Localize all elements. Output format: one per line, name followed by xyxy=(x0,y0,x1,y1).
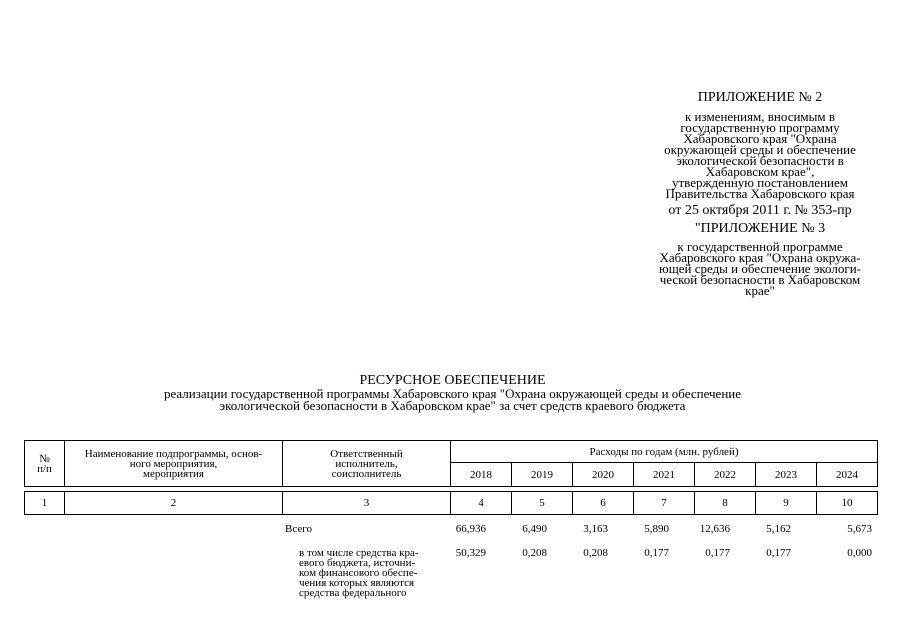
header-num: № п/п xyxy=(25,441,65,487)
column-number: 5 xyxy=(512,492,573,515)
document-subtitle: реализации государственной программы Хабаровского края "Охрана окружающей среды и обеспечение экологической безопасности в Хабаровском крае" за счет средств краевого бюджета xyxy=(163,386,742,413)
row-value: 0,177 xyxy=(705,547,730,559)
header-year: 2023 xyxy=(756,463,817,487)
header-expenses: Расходы по годам (млн. рублей) xyxy=(451,441,878,463)
header-executor: Ответственный исполнитель, соисполнитель xyxy=(283,441,451,487)
row-value: 66,936 xyxy=(455,523,486,535)
column-number: 1 xyxy=(25,492,65,515)
appendix-date: от 25 октября 2011 г. № 353-пр xyxy=(668,203,852,218)
appendix-3-title: "ПРИЛОЖЕНИЕ № 3 xyxy=(694,221,826,236)
column-number: 4 xyxy=(451,492,512,515)
resource-table xyxy=(24,440,878,515)
header-year: 2022 xyxy=(695,463,756,487)
header-year: 2018 xyxy=(451,463,512,487)
row-label: в том числе средства кра- евого бюджета, источни- ком финансового обеспе- чения которых являются средства федерального xyxy=(299,547,419,599)
row-value: 0,208 xyxy=(522,547,547,559)
document-title: РЕСУРСНОЕ ОБЕСПЕЧЕНИЕ xyxy=(359,373,546,388)
column-number: 9 xyxy=(756,492,817,515)
header-year: 2024 xyxy=(817,463,878,487)
header-year: 2020 xyxy=(573,463,634,487)
header-year: 2021 xyxy=(634,463,695,487)
row-value: 6,490 xyxy=(522,523,547,535)
appendix-3-body: к государственной программе Хабаровского края "Охрана окружа- ющей среды и обеспечение экологи- ческой безопасности в Хабаровском крае" xyxy=(659,239,861,298)
row-value: 50,329 xyxy=(455,547,486,559)
column-number: 2 xyxy=(65,492,283,515)
row-value: 3,163 xyxy=(583,523,608,535)
row-value: 5,890 xyxy=(644,523,669,535)
row-label: Всего xyxy=(285,523,312,535)
row-value: 0,177 xyxy=(644,547,669,559)
column-number: 10 xyxy=(817,492,878,515)
row-value: 5,673 xyxy=(847,523,872,535)
column-number: 7 xyxy=(634,492,695,515)
appendix-2-title: ПРИЛОЖЕНИЕ № 2 xyxy=(697,90,823,105)
column-number: 3 xyxy=(283,492,451,515)
row-value: 0,208 xyxy=(583,547,608,559)
row-value: 0,177 xyxy=(766,547,791,559)
column-number: 6 xyxy=(573,492,634,515)
header-name: Наименование подпрограммы, основ- ного мероприятия, мероприятия xyxy=(65,441,283,487)
header-year: 2019 xyxy=(512,463,573,487)
appendix-2-body: к изменениям, вносимым в государственную программу Хабаровского края "Охрана окружающей среды и обеспечение экологической безопасности в Хабаровском крае", утвержденную постановлением Правительства Хабаровского края xyxy=(664,109,856,201)
column-number: 8 xyxy=(695,492,756,515)
row-value: 5,162 xyxy=(766,523,791,535)
row-value: 12,636 xyxy=(699,523,730,535)
appendix-header xyxy=(626,90,894,300)
row-value: 0,000 xyxy=(847,547,872,559)
